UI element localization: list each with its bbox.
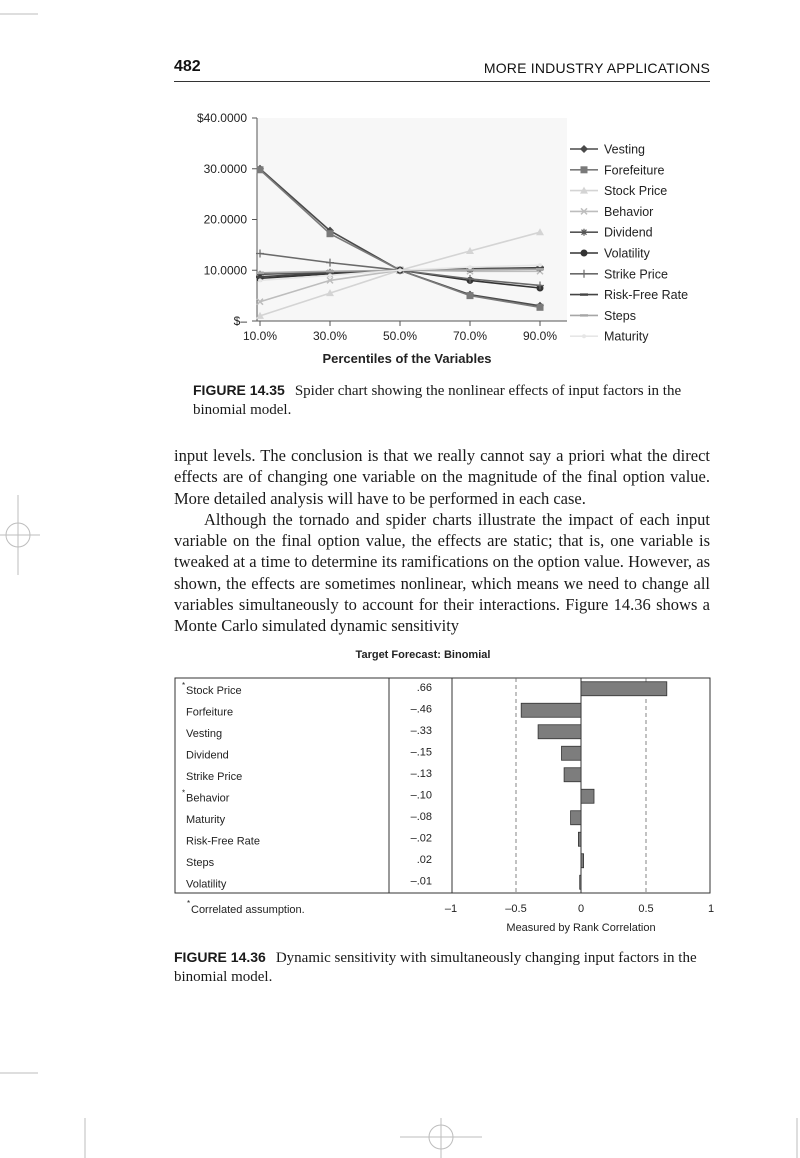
x-tick-label: 0.5 xyxy=(638,903,654,915)
chart-title: Target Forecast: Binomial xyxy=(355,649,491,661)
data-point xyxy=(256,272,264,274)
spider-chart xyxy=(160,108,720,370)
correlated-mark: * xyxy=(182,788,186,798)
x-tick-label: –0.5 xyxy=(505,903,527,915)
legend-marker xyxy=(580,314,588,316)
correlation-bar xyxy=(580,875,581,889)
data-point xyxy=(327,230,334,237)
legend-marker xyxy=(580,293,588,295)
figure-caption-14-36 xyxy=(174,948,710,987)
x-tick-label: 1 xyxy=(707,903,715,915)
legend-label: Volatility xyxy=(604,246,650,261)
y-tick-label: 10.0000 xyxy=(203,263,247,278)
legend-item-volatility xyxy=(570,247,651,261)
y-tick-label: 30.0000 xyxy=(203,161,247,176)
legend-label: Dividend xyxy=(604,225,653,240)
x-axis-title: Percentiles of the Variables xyxy=(322,351,492,366)
correlation-bar xyxy=(538,725,581,739)
footnote-mark: * xyxy=(187,899,191,908)
data-point xyxy=(326,270,334,272)
row-stock-price xyxy=(182,681,667,697)
data-point xyxy=(537,304,544,311)
row-forfeiture xyxy=(186,703,581,718)
data-point xyxy=(398,268,402,272)
variable-name: Volatility xyxy=(186,878,227,891)
variable-name: Risk-Free Rate xyxy=(186,835,260,848)
variable-name: Forfeiture xyxy=(186,706,234,719)
variable-name: Behavior xyxy=(186,792,230,805)
x-tick-label: 30.0% xyxy=(312,329,348,343)
data-point xyxy=(468,265,472,269)
row-maturity xyxy=(186,811,581,826)
variable-name: Steps xyxy=(186,856,215,869)
correlation-bar xyxy=(571,811,581,825)
legend-item-stock-price xyxy=(570,184,667,198)
legend-marker xyxy=(581,229,588,236)
x-tick-label: 70.0% xyxy=(452,329,488,343)
figure-caption-text: Dynamic sensitivity with simultaneously changing input factors in the binomial model. xyxy=(174,950,697,985)
correlation-value: –.46 xyxy=(410,703,432,716)
correlation-bar xyxy=(581,682,667,696)
row-dividend xyxy=(186,746,581,761)
correlation-value: .66 xyxy=(416,681,432,694)
legend-marker xyxy=(582,334,586,338)
footnote: Correlated assumption. xyxy=(191,904,305,916)
correlation-bar xyxy=(564,768,581,782)
row-volatility xyxy=(186,875,581,890)
legend-label: Vesting xyxy=(604,142,646,157)
data-point xyxy=(328,273,332,277)
y-tick-label: 20.0000 xyxy=(203,212,247,227)
row-behavior xyxy=(182,788,594,804)
figure-label: FIGURE 14.35 xyxy=(193,382,285,398)
legend-label: Behavior xyxy=(604,204,654,219)
legend-label: Maturity xyxy=(604,329,649,344)
x-tick-label: 50.0% xyxy=(382,329,418,343)
legend-item-risk-free-rate xyxy=(570,288,688,302)
legend-item-strike-price xyxy=(570,267,668,281)
variable-name: Dividend xyxy=(186,749,229,762)
body-text xyxy=(174,445,710,637)
row-risk-free-rate xyxy=(186,832,581,847)
correlation-bar xyxy=(562,746,582,760)
legend-marker xyxy=(581,166,588,173)
legend-item-behavior xyxy=(570,205,653,219)
x-tick-label: 10.0% xyxy=(242,329,278,343)
paragraph: input levels. The conclusion is that we really cannot say a priori what the direct effects are of changing one variable on the magnitude of the final option value. More detailed analysis will have to be performed in each case. xyxy=(174,446,710,508)
correlation-value: .02 xyxy=(416,853,432,866)
correlation-bar xyxy=(581,854,584,868)
data-point xyxy=(258,278,262,282)
correlation-value: –.33 xyxy=(410,724,432,737)
y-tick-label: $40.0000 xyxy=(196,111,247,125)
legend-label: Strike Price xyxy=(604,267,668,282)
y-tick-label: $– xyxy=(233,314,247,328)
legend-label: Stock Price xyxy=(604,184,668,199)
row-strike-price xyxy=(186,768,581,783)
x-axis-title: Measured by Rank Correlation xyxy=(506,922,656,934)
legend-item-maturity xyxy=(570,330,649,344)
variable-name: Strike Price xyxy=(186,770,243,783)
data-point xyxy=(538,263,542,267)
legend-item-dividend xyxy=(570,226,653,240)
legend-label: Forefeiture xyxy=(604,163,665,178)
variable-name: Vesting xyxy=(186,727,223,740)
legend-label: Risk-Free Rate xyxy=(604,288,689,303)
data-point xyxy=(257,166,264,173)
x-tick-label: –1 xyxy=(444,903,458,915)
correlation-bar xyxy=(578,832,581,846)
legend-marker xyxy=(581,250,588,257)
x-tick-label: 90.0% xyxy=(522,329,558,343)
legend-item-steps xyxy=(570,309,636,323)
legend-item-forefeiture xyxy=(570,163,664,177)
correlation-value: –.08 xyxy=(410,810,432,823)
correlation-value: –.01 xyxy=(410,875,432,888)
variable-name: Maturity xyxy=(186,813,226,826)
correlation-value: –.10 xyxy=(410,789,432,802)
paragraph: Although the tornado and spider charts illustrate the impact of each input variable on the final option value, the effects are static; that is, one variable is tweaked at a time to determine its ramifications on the option value. However, as shown, the effects are sometimes nonlinear, which means we need to change all variables simultaneously to account for their interactions. Figure 14.36 shows a Monte Carlo simulated dynamic sensitivity xyxy=(174,509,710,636)
row-vesting xyxy=(186,725,581,740)
correlation-value: –.02 xyxy=(410,832,432,845)
correlation-bar xyxy=(581,789,594,803)
data-point xyxy=(256,276,264,278)
figure-caption-14-35 xyxy=(193,381,703,420)
legend-marker xyxy=(580,270,588,278)
variable-name: Stock Price xyxy=(186,684,242,697)
data-point xyxy=(536,268,544,270)
correlation-bar xyxy=(521,703,581,717)
legend-marker xyxy=(580,145,588,153)
correlation-value: –.13 xyxy=(410,767,432,780)
plot-area xyxy=(257,118,567,321)
data-point xyxy=(467,292,474,299)
legend-label: Steps xyxy=(604,308,636,323)
legend-item-vesting xyxy=(570,143,645,157)
x-tick-label: 0 xyxy=(577,903,585,915)
dynamic-sensitivity-chart xyxy=(165,640,725,940)
row-steps xyxy=(186,854,584,869)
header-rule xyxy=(174,81,710,82)
page-number: 482 xyxy=(174,58,201,75)
figure-label: FIGURE 14.36 xyxy=(174,949,266,965)
table-frame xyxy=(175,678,710,893)
correlation-value: –.15 xyxy=(410,746,432,759)
figure-caption-text: Spider chart showing the nonlinear effects of input factors in the binomial model. xyxy=(193,383,682,418)
correlated-mark: * xyxy=(182,680,186,690)
running-header: MORE INDUSTRY APPLICATIONS xyxy=(483,60,710,76)
